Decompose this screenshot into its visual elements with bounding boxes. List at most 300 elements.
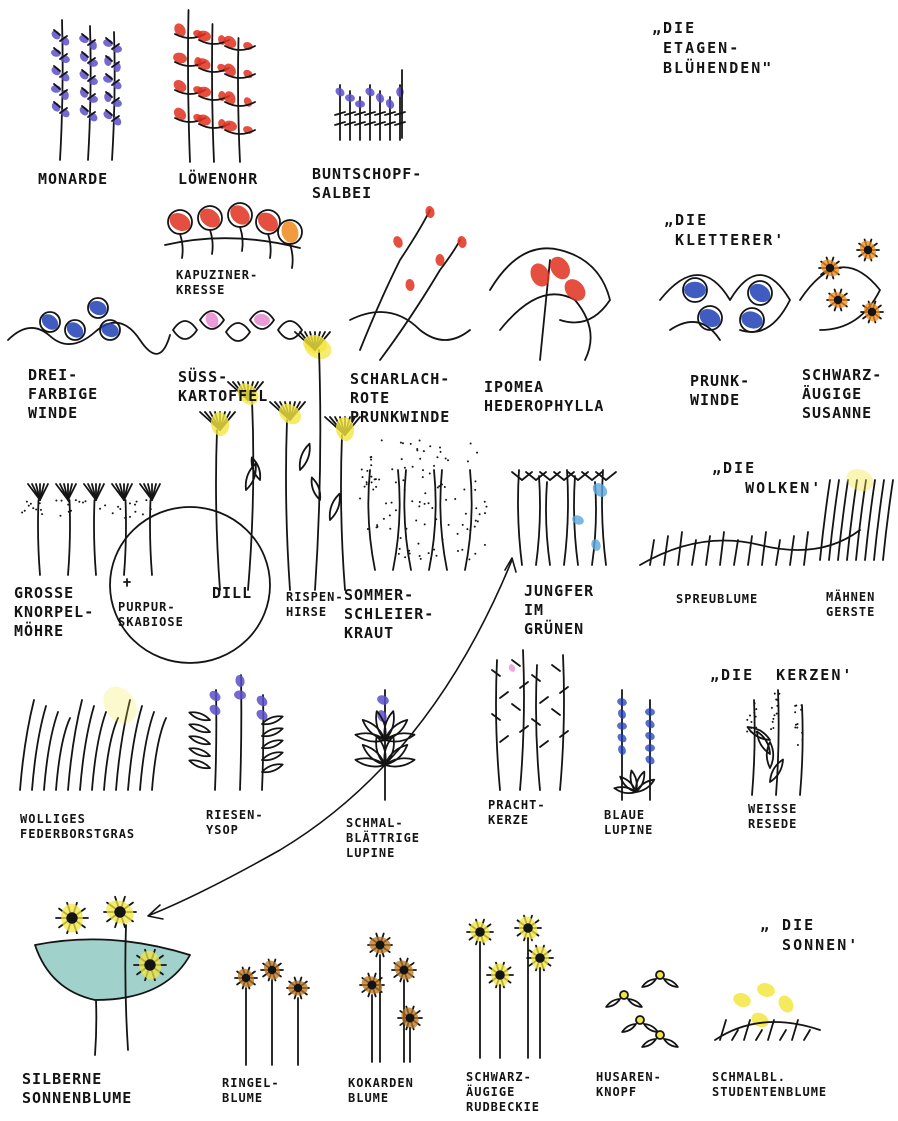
dot bbox=[435, 518, 437, 520]
dot bbox=[404, 556, 406, 558]
color-wash bbox=[731, 991, 753, 1010]
dot bbox=[21, 511, 23, 513]
plant-label-ipomea: IPOMEA HEDEROPHYLLA bbox=[484, 378, 605, 415]
dot bbox=[457, 533, 459, 535]
dot bbox=[400, 537, 402, 539]
plant-label-blaue-lupine: BLAUE LUPINE bbox=[604, 808, 654, 837]
plant-label-kapuzinerkresse: KAPUZINER- KRESSE bbox=[176, 268, 259, 297]
sketch-stroke bbox=[140, 712, 154, 790]
color-wash bbox=[234, 674, 245, 688]
dot bbox=[468, 558, 470, 560]
dot bbox=[362, 476, 364, 478]
dot bbox=[755, 708, 757, 710]
sketch-stroke bbox=[380, 240, 460, 360]
sketch-stroke bbox=[540, 741, 548, 747]
plant-label-ringelblume: RINGEL- BLUME bbox=[222, 1076, 280, 1105]
sketch-stroke bbox=[56, 718, 70, 790]
sketch-stroke bbox=[210, 230, 213, 254]
sketch-stroke bbox=[644, 1024, 658, 1032]
dot bbox=[408, 550, 410, 552]
sketch-stroke bbox=[664, 979, 678, 987]
group-heading-kletterer: „DIE KLETTERER' bbox=[664, 211, 786, 249]
dot bbox=[375, 486, 377, 488]
dot bbox=[129, 516, 131, 518]
dot bbox=[383, 518, 385, 520]
sketch-stroke bbox=[748, 536, 752, 565]
dot bbox=[746, 719, 748, 721]
sketch-stroke bbox=[546, 482, 550, 565]
flower-center bbox=[115, 907, 125, 917]
sketch-stroke bbox=[368, 470, 375, 570]
plant-label-schmalblaettrige-lupine: SCHMAL- BLÄTTRIGE LUPINE bbox=[346, 816, 421, 860]
dot bbox=[389, 528, 391, 530]
dot bbox=[484, 544, 486, 546]
sketch-stroke bbox=[800, 705, 803, 795]
sketch-stroke bbox=[856, 480, 866, 560]
dot bbox=[416, 449, 418, 451]
dot bbox=[439, 447, 441, 449]
dot bbox=[796, 727, 798, 729]
dot bbox=[404, 467, 406, 469]
plant-label-silberne-sonnenblume: SILBERNE SONNENBLUME bbox=[22, 1070, 133, 1107]
dot bbox=[474, 526, 476, 528]
color-wash bbox=[843, 465, 877, 495]
color-wash bbox=[405, 278, 415, 291]
color-wash bbox=[776, 993, 797, 1015]
sketch-stroke bbox=[500, 736, 508, 742]
dot bbox=[438, 485, 440, 487]
dot bbox=[104, 504, 106, 506]
sketch-stroke bbox=[838, 480, 848, 560]
color-wash bbox=[617, 744, 628, 756]
dot bbox=[419, 501, 421, 503]
sketch-stroke bbox=[189, 736, 210, 744]
plant-label-weisse-resede: WEISSE RESEDE bbox=[748, 802, 798, 831]
sketch-stroke bbox=[664, 1039, 678, 1047]
dot bbox=[444, 486, 446, 488]
flower-center bbox=[656, 1031, 664, 1039]
dot bbox=[418, 505, 420, 507]
flower-center bbox=[869, 309, 876, 316]
dot bbox=[771, 707, 773, 709]
dot bbox=[462, 524, 464, 526]
dot bbox=[404, 489, 406, 491]
plant-label-loewenohr: LÖWENOHR bbox=[178, 170, 259, 188]
sketch-stroke bbox=[512, 704, 520, 710]
sketch-stroke bbox=[189, 712, 210, 720]
dot bbox=[419, 458, 421, 460]
dot bbox=[415, 519, 417, 521]
flower-center bbox=[656, 971, 664, 979]
sketch-stroke bbox=[173, 321, 197, 339]
dot bbox=[366, 481, 368, 483]
color-wash bbox=[374, 92, 385, 104]
flower-center bbox=[295, 985, 302, 992]
sketch-stroke bbox=[706, 536, 710, 565]
color-wash bbox=[253, 313, 271, 328]
color-wash bbox=[226, 201, 253, 228]
sketch-stroke bbox=[642, 1039, 656, 1047]
dot bbox=[484, 512, 486, 514]
plant-label-kokardenblume: KOKARDEN BLUME bbox=[348, 1076, 414, 1105]
dot bbox=[424, 503, 426, 505]
sketch-stroke bbox=[752, 700, 755, 795]
sketch-stroke bbox=[38, 500, 40, 575]
sketch-stroke bbox=[552, 709, 560, 715]
dot bbox=[30, 503, 32, 505]
dot bbox=[389, 514, 391, 516]
dot bbox=[391, 468, 393, 470]
color-wash bbox=[172, 51, 188, 65]
flower-center bbox=[406, 1014, 413, 1021]
flower-center bbox=[269, 967, 276, 974]
dot bbox=[797, 744, 799, 746]
sketch-stroke bbox=[744, 1020, 750, 1040]
dot bbox=[794, 705, 796, 707]
dot bbox=[112, 512, 114, 514]
dot bbox=[35, 509, 37, 511]
plant-label-prunkwinde: PRUNK- WINDE bbox=[690, 372, 751, 409]
dot bbox=[78, 501, 80, 503]
sketch-stroke bbox=[767, 742, 774, 768]
plant-label-riesenysop: RIESEN- YSOP bbox=[206, 808, 264, 837]
sketch-stroke bbox=[262, 764, 283, 772]
color-wash bbox=[376, 694, 390, 707]
sketch-stroke bbox=[189, 760, 210, 768]
sketch-stroke bbox=[32, 706, 46, 790]
sketch-stroke bbox=[44, 712, 58, 790]
dot bbox=[400, 442, 402, 444]
dot bbox=[429, 472, 431, 474]
dot bbox=[84, 500, 86, 502]
sketch-stroke bbox=[606, 999, 620, 1007]
dot bbox=[134, 504, 136, 506]
plant-label-maehnengerste: MÄHNEN GERSTE bbox=[826, 590, 876, 619]
dot bbox=[440, 451, 442, 453]
color-wash bbox=[684, 281, 707, 298]
sketch-stroke bbox=[152, 718, 166, 790]
flower-center bbox=[243, 975, 250, 982]
dot bbox=[372, 489, 374, 491]
sketch-stroke bbox=[429, 470, 436, 570]
dot bbox=[470, 442, 472, 444]
dot bbox=[24, 510, 26, 512]
sketch-stroke bbox=[622, 1024, 636, 1032]
sketch-stroke bbox=[874, 480, 884, 560]
plant-label-schleierkraut: SOMMER- SCHLEIER- KRAUT bbox=[344, 586, 435, 642]
dot bbox=[136, 501, 138, 503]
dot bbox=[772, 727, 774, 729]
sketch-stroke bbox=[660, 275, 790, 332]
dot bbox=[26, 501, 28, 503]
color-wash bbox=[749, 1010, 771, 1030]
sketch-stroke bbox=[536, 476, 540, 565]
dot bbox=[749, 714, 751, 716]
sketch-stroke bbox=[104, 718, 118, 790]
plant-label-schmalblaettrige-studentenblume: SCHMALBL. STUDENTENBLUME bbox=[712, 1070, 828, 1099]
group-heading-wolken: „DIE WOLKEN' bbox=[712, 459, 823, 497]
sketch-stroke bbox=[664, 536, 668, 565]
dot bbox=[366, 483, 368, 485]
dot bbox=[376, 524, 378, 526]
dot bbox=[445, 457, 447, 459]
sketch-stroke bbox=[215, 690, 216, 790]
dot bbox=[750, 721, 752, 723]
plant-label-prachtkerze: PRACHT- KERZE bbox=[488, 798, 546, 827]
dot bbox=[68, 511, 70, 513]
dot bbox=[800, 709, 802, 711]
dot bbox=[142, 513, 144, 515]
dot bbox=[447, 459, 449, 461]
sketch-stroke bbox=[262, 740, 283, 748]
dot bbox=[359, 497, 361, 499]
dot bbox=[411, 500, 413, 502]
sketch-stroke bbox=[776, 540, 780, 565]
dot bbox=[431, 507, 433, 509]
plant-label-suesskartoffel: SÜSS- KARTOFFEL bbox=[178, 368, 269, 405]
sketch-stroke bbox=[286, 420, 290, 590]
dot bbox=[801, 704, 803, 706]
dot bbox=[412, 466, 414, 468]
dot bbox=[145, 499, 147, 501]
dot bbox=[398, 553, 400, 555]
dot bbox=[475, 520, 477, 522]
dot bbox=[428, 552, 430, 554]
dot bbox=[409, 553, 411, 555]
sketch-stroke bbox=[606, 472, 616, 480]
dot bbox=[436, 456, 438, 458]
dot bbox=[385, 502, 387, 504]
dot bbox=[374, 478, 376, 480]
sketch-stroke bbox=[734, 540, 738, 565]
color-wash bbox=[64, 319, 86, 341]
sketch-stroke bbox=[80, 706, 94, 790]
dot bbox=[467, 460, 469, 462]
dot bbox=[465, 513, 467, 515]
sketch-stroke bbox=[804, 1030, 810, 1040]
dot bbox=[364, 486, 366, 488]
color-wash bbox=[345, 94, 356, 103]
sketch-stroke bbox=[216, 430, 220, 590]
sketch-stroke bbox=[180, 234, 183, 258]
sketch-stroke bbox=[35, 939, 190, 1000]
sketch-stroke bbox=[560, 655, 564, 790]
dot bbox=[75, 499, 77, 501]
dot bbox=[370, 459, 372, 461]
dot bbox=[477, 520, 479, 522]
dot bbox=[774, 693, 776, 695]
color-wash bbox=[233, 690, 246, 701]
dot bbox=[391, 502, 393, 504]
dot bbox=[422, 469, 424, 471]
dot bbox=[402, 479, 404, 481]
sketch-stroke bbox=[341, 435, 345, 590]
dot bbox=[776, 713, 778, 715]
group-heading-sonnen: „ DIE SONNEN' bbox=[760, 916, 860, 954]
plant-label-dreifarbige-winde: DREI- FARBIGE WINDE bbox=[28, 366, 99, 422]
dot bbox=[381, 439, 383, 441]
sketch-stroke bbox=[518, 470, 522, 565]
sketch-stroke bbox=[290, 244, 293, 268]
color-wash bbox=[616, 708, 627, 720]
dot bbox=[794, 711, 796, 713]
sketch-stroke bbox=[762, 532, 766, 565]
dot bbox=[420, 558, 422, 560]
dot bbox=[476, 452, 478, 454]
flower-center bbox=[835, 297, 842, 304]
dot bbox=[395, 509, 397, 511]
plant-label-spreublume: SPREUBLUME bbox=[676, 592, 759, 606]
color-wash bbox=[355, 100, 365, 108]
plant-label-dill: DILL bbox=[212, 584, 253, 602]
dot bbox=[70, 510, 72, 512]
flower-center bbox=[145, 960, 155, 970]
sketch-stroke bbox=[592, 482, 596, 565]
dot bbox=[370, 464, 372, 466]
dot bbox=[755, 716, 757, 718]
color-wash bbox=[392, 235, 405, 249]
sketch-stroke bbox=[92, 712, 106, 790]
dot bbox=[150, 508, 152, 510]
color-wash bbox=[590, 480, 610, 500]
sketch-stroke bbox=[262, 752, 283, 760]
dot bbox=[795, 724, 797, 726]
sketch-stroke bbox=[189, 748, 210, 756]
dot bbox=[371, 481, 373, 483]
color-wash bbox=[255, 694, 270, 709]
sketch-stroke bbox=[20, 700, 34, 790]
dot bbox=[39, 502, 41, 504]
color-wash bbox=[645, 744, 655, 752]
color-wash bbox=[208, 703, 223, 718]
group-heading-kerzen: „DIE KERZEN' bbox=[710, 666, 854, 684]
dot bbox=[474, 553, 476, 555]
dot bbox=[430, 558, 432, 560]
group-heading-etagenbluehende: „DIE ETAGEN- BLÜHENDEN" bbox=[652, 19, 774, 77]
dot bbox=[370, 456, 372, 458]
color-wash bbox=[696, 305, 723, 330]
sketch-stroke bbox=[68, 700, 82, 790]
dot bbox=[59, 515, 61, 517]
dot bbox=[61, 500, 63, 502]
sketch-stroke bbox=[865, 480, 875, 560]
dot bbox=[119, 508, 121, 510]
sketch-stroke bbox=[238, 38, 240, 162]
color-wash bbox=[645, 708, 656, 717]
dot bbox=[778, 693, 780, 695]
dot bbox=[448, 524, 450, 526]
sketch-stroke bbox=[732, 1030, 738, 1040]
dot bbox=[484, 501, 486, 503]
dot bbox=[433, 549, 435, 551]
sketch-stroke bbox=[188, 10, 190, 162]
plant-label-schwarzaeugige-susanne: SCHWARZ- ÄUGIGE SUSANNE bbox=[802, 366, 883, 422]
sketch-stroke bbox=[246, 464, 256, 490]
dot bbox=[419, 555, 421, 557]
dot bbox=[746, 730, 748, 732]
dot bbox=[479, 513, 481, 515]
color-wash bbox=[396, 87, 404, 98]
dot bbox=[801, 732, 803, 734]
color-wash bbox=[384, 98, 396, 110]
dot bbox=[454, 498, 456, 500]
plant-label-buntschopfsalbei: BUNTSCHOPF- SALBEI bbox=[312, 165, 423, 202]
dot bbox=[776, 699, 778, 701]
flower-center bbox=[536, 954, 544, 962]
sketch-stroke bbox=[847, 480, 857, 560]
dot bbox=[474, 489, 476, 491]
color-wash bbox=[644, 730, 656, 741]
dot bbox=[429, 445, 431, 447]
sketch-stroke bbox=[536, 665, 540, 790]
dot bbox=[773, 714, 775, 716]
dot bbox=[367, 528, 369, 530]
dot bbox=[770, 728, 772, 730]
dot bbox=[422, 476, 424, 478]
sketch-stroke bbox=[720, 1020, 726, 1040]
dot bbox=[117, 506, 119, 508]
sketch-stroke bbox=[8, 323, 170, 354]
sketch-stroke bbox=[756, 1030, 762, 1040]
color-wash bbox=[507, 663, 516, 673]
flower-center bbox=[865, 247, 872, 254]
dot bbox=[55, 499, 57, 501]
dot bbox=[405, 528, 407, 530]
sketch-stroke bbox=[278, 321, 302, 339]
sketch-stroke bbox=[780, 1030, 786, 1040]
dot bbox=[41, 513, 43, 515]
sketch-stroke bbox=[804, 532, 808, 565]
color-wash bbox=[196, 205, 223, 232]
flower-center bbox=[827, 265, 834, 272]
dot bbox=[428, 502, 430, 504]
dot bbox=[435, 555, 437, 557]
sketch-stroke bbox=[150, 500, 152, 575]
sketch-stroke bbox=[95, 1000, 96, 1055]
dot bbox=[67, 504, 69, 506]
sketch-stroke bbox=[248, 400, 253, 590]
dot bbox=[419, 439, 421, 441]
sketch-stroke bbox=[330, 494, 340, 520]
sketch-stroke bbox=[393, 470, 400, 570]
flower-center bbox=[496, 971, 504, 979]
sketch-stroke bbox=[226, 323, 250, 341]
sketch-stroke bbox=[262, 695, 263, 790]
dot bbox=[82, 502, 84, 504]
flower-center bbox=[376, 941, 383, 948]
dot bbox=[445, 499, 447, 501]
flower-center bbox=[476, 928, 484, 936]
sketch-stroke bbox=[650, 540, 654, 565]
dot bbox=[399, 548, 401, 550]
sketch-stroke bbox=[512, 472, 522, 480]
dot bbox=[772, 718, 774, 720]
plant-label-purpurskabiose: PURPUR- SKABIOSE bbox=[118, 600, 184, 629]
flower-center bbox=[368, 981, 375, 988]
dot bbox=[433, 465, 435, 467]
color-wash bbox=[746, 280, 773, 306]
sketch-stroke bbox=[315, 350, 320, 590]
sketch-stroke bbox=[829, 480, 839, 560]
dot bbox=[366, 470, 368, 472]
dot bbox=[461, 549, 463, 551]
color-wash bbox=[616, 697, 628, 707]
color-wash bbox=[756, 981, 777, 999]
dot bbox=[99, 508, 101, 510]
sketch-stroke bbox=[262, 728, 283, 736]
dot bbox=[794, 727, 796, 729]
dot bbox=[376, 526, 378, 528]
